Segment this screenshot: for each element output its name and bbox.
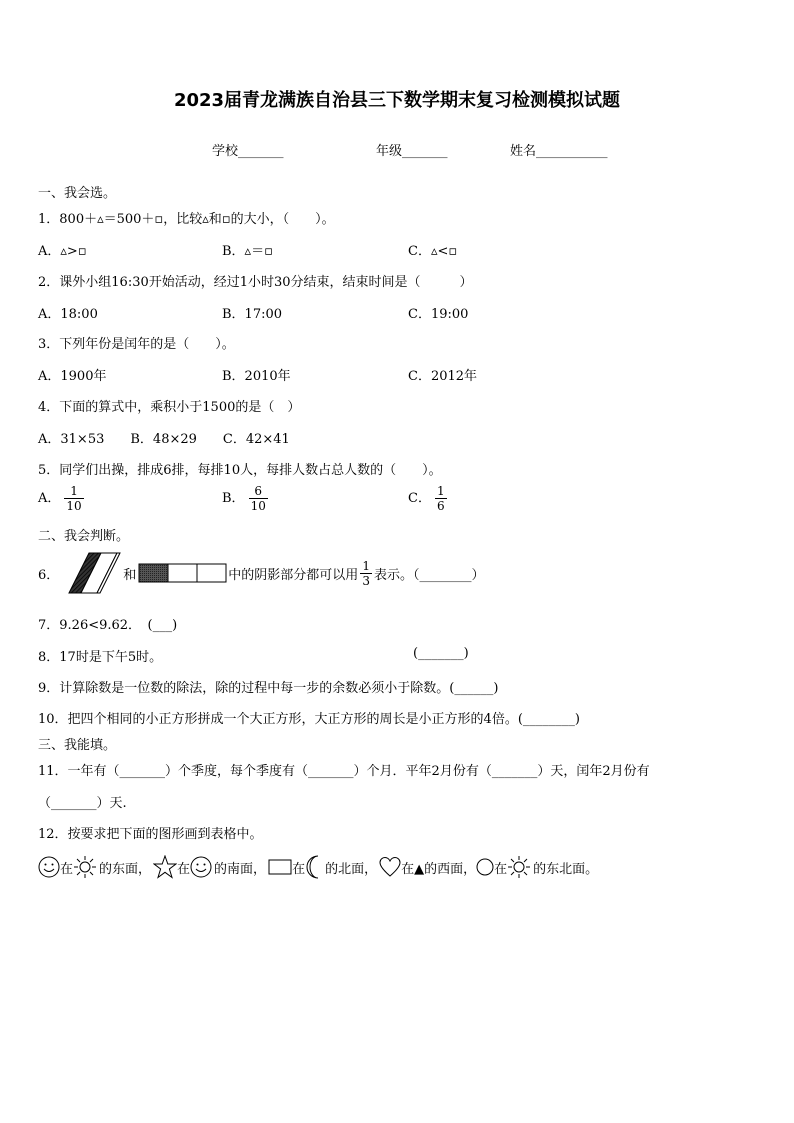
rectangle-icon bbox=[268, 859, 292, 875]
fraction-denominator: 10 bbox=[66, 499, 82, 513]
sun-icon bbox=[507, 855, 531, 879]
option-label: B． bbox=[222, 491, 245, 506]
section-heading-3: 三、我能填。 bbox=[38, 738, 117, 753]
star-icon bbox=[153, 855, 177, 879]
question-5-option-b bbox=[222, 484, 272, 513]
text-segment: 的东面， bbox=[99, 861, 152, 877]
text-segment: 的北面， bbox=[325, 861, 378, 877]
fraction bbox=[249, 484, 268, 513]
text-segment: 在 bbox=[494, 861, 508, 877]
question-2-option-a: A．18:00 bbox=[38, 307, 98, 322]
sun-icon bbox=[73, 855, 97, 879]
smiley-icon bbox=[190, 856, 212, 878]
question-11-line-1: 11．一年有（_______）个季度，每个季度有（_______）个月．平年2月份有（_______）天，闰年2月份有 bbox=[38, 764, 650, 779]
fraction bbox=[435, 484, 447, 513]
smiley-icon bbox=[38, 856, 60, 878]
fraction bbox=[360, 559, 372, 588]
fraction-denominator: 3 bbox=[362, 573, 370, 588]
question-6-number: 6． bbox=[38, 567, 60, 583]
text-segment: 的东北面。 bbox=[533, 861, 599, 877]
question-5-option-a bbox=[38, 484, 88, 513]
fraction-numerator: 1 bbox=[436, 484, 445, 498]
question-4-stem: 4．下面的算式中，乘积小于1500的是（ ） bbox=[38, 400, 301, 415]
question-2-option-c: C．19:00 bbox=[408, 307, 469, 322]
text-segment: 在 bbox=[177, 861, 191, 877]
parallelogram-figure-icon bbox=[65, 552, 121, 594]
school-field: 学校_______ bbox=[212, 144, 284, 159]
question-1-option-c: C．▵<▫ bbox=[408, 244, 458, 259]
page-title: 2023届青龙满族自治县三下数学期末复习检测模拟试题 bbox=[173, 90, 621, 111]
text-segment: 的南面， bbox=[214, 861, 267, 877]
question-5-option-c bbox=[408, 484, 451, 513]
question-9: 9．计算除数是一位数的除法，除的过程中每一步的余数必须小于除数。(______) bbox=[38, 681, 499, 696]
question-2-stem: 2．课外小组16:30开始活动，经过1小时30分结束，结束时间是（ ） bbox=[38, 275, 473, 290]
fraction bbox=[64, 484, 83, 513]
section-heading-1: 一、我会选。 bbox=[38, 186, 117, 201]
grade-field: 年级_______ bbox=[376, 144, 448, 159]
question-2-option-b: B．17:00 bbox=[222, 307, 283, 322]
name-field: 姓名___________ bbox=[510, 144, 608, 159]
bar-figure-icon bbox=[138, 563, 228, 583]
question-6-tail: 表示。（________） bbox=[373, 567, 485, 583]
circle-icon bbox=[476, 858, 494, 876]
question-11-line-2: （_______）天. bbox=[38, 796, 127, 811]
question-8-blank: (_______) bbox=[413, 646, 469, 661]
question-12-shapes bbox=[38, 853, 598, 881]
fraction-numerator: 6 bbox=[254, 484, 263, 498]
text-segment: 在▲的西面， bbox=[401, 861, 477, 877]
question-7: 7．9.26<9.62． (___) bbox=[38, 618, 178, 633]
crescent-moon-icon bbox=[305, 855, 323, 879]
question-3-option-a: A．1900年 bbox=[38, 369, 107, 384]
section-heading-2: 二、我会判断。 bbox=[38, 529, 130, 544]
question-3-stem: 3．下列年份是闰年的是（ ）。 bbox=[38, 337, 235, 352]
question-1-option-b: B．▵＝▫ bbox=[222, 244, 273, 259]
question-8-stem: 8．17时是下午5时。 bbox=[38, 650, 163, 665]
question-1-stem: 1．800＋▵＝500＋▫，比较▵和▫的大小，（ ）。 bbox=[38, 212, 335, 227]
text-segment: 在 bbox=[292, 861, 306, 877]
question-3-option-c: C．2012年 bbox=[408, 369, 478, 384]
question-10: 10．把四个相同的小正方形拼成一个大正方形，大正方形的周长是小正方形的4倍。(________) bbox=[38, 712, 580, 727]
option-label: C． bbox=[408, 491, 431, 506]
question-6-and: 和 bbox=[123, 567, 137, 583]
heart-icon bbox=[379, 856, 401, 878]
fraction-denominator: 6 bbox=[436, 499, 445, 513]
question-3-option-b: B．2010年 bbox=[222, 369, 291, 384]
question-6 bbox=[38, 551, 484, 595]
fraction-numerator: 1 bbox=[70, 484, 78, 498]
question-5-stem: 5．同学们出操，排成6排，每排10人，每排人数占总人数的（ ）。 bbox=[38, 463, 442, 478]
question-12-stem: 12．按要求把下面的图形画到表格中。 bbox=[38, 827, 263, 842]
fraction-numerator: 1 bbox=[362, 558, 370, 573]
question-4-options: A．31×53 B．48×29 C．42×41 bbox=[38, 432, 290, 447]
question-6-middle: 中的阴影部分都可以用 bbox=[228, 567, 359, 583]
fraction-denominator: 10 bbox=[250, 499, 266, 513]
option-label: A． bbox=[38, 491, 61, 506]
text-segment: 在 bbox=[60, 861, 74, 877]
question-1-option-a: A．▵>▫ bbox=[38, 244, 87, 259]
